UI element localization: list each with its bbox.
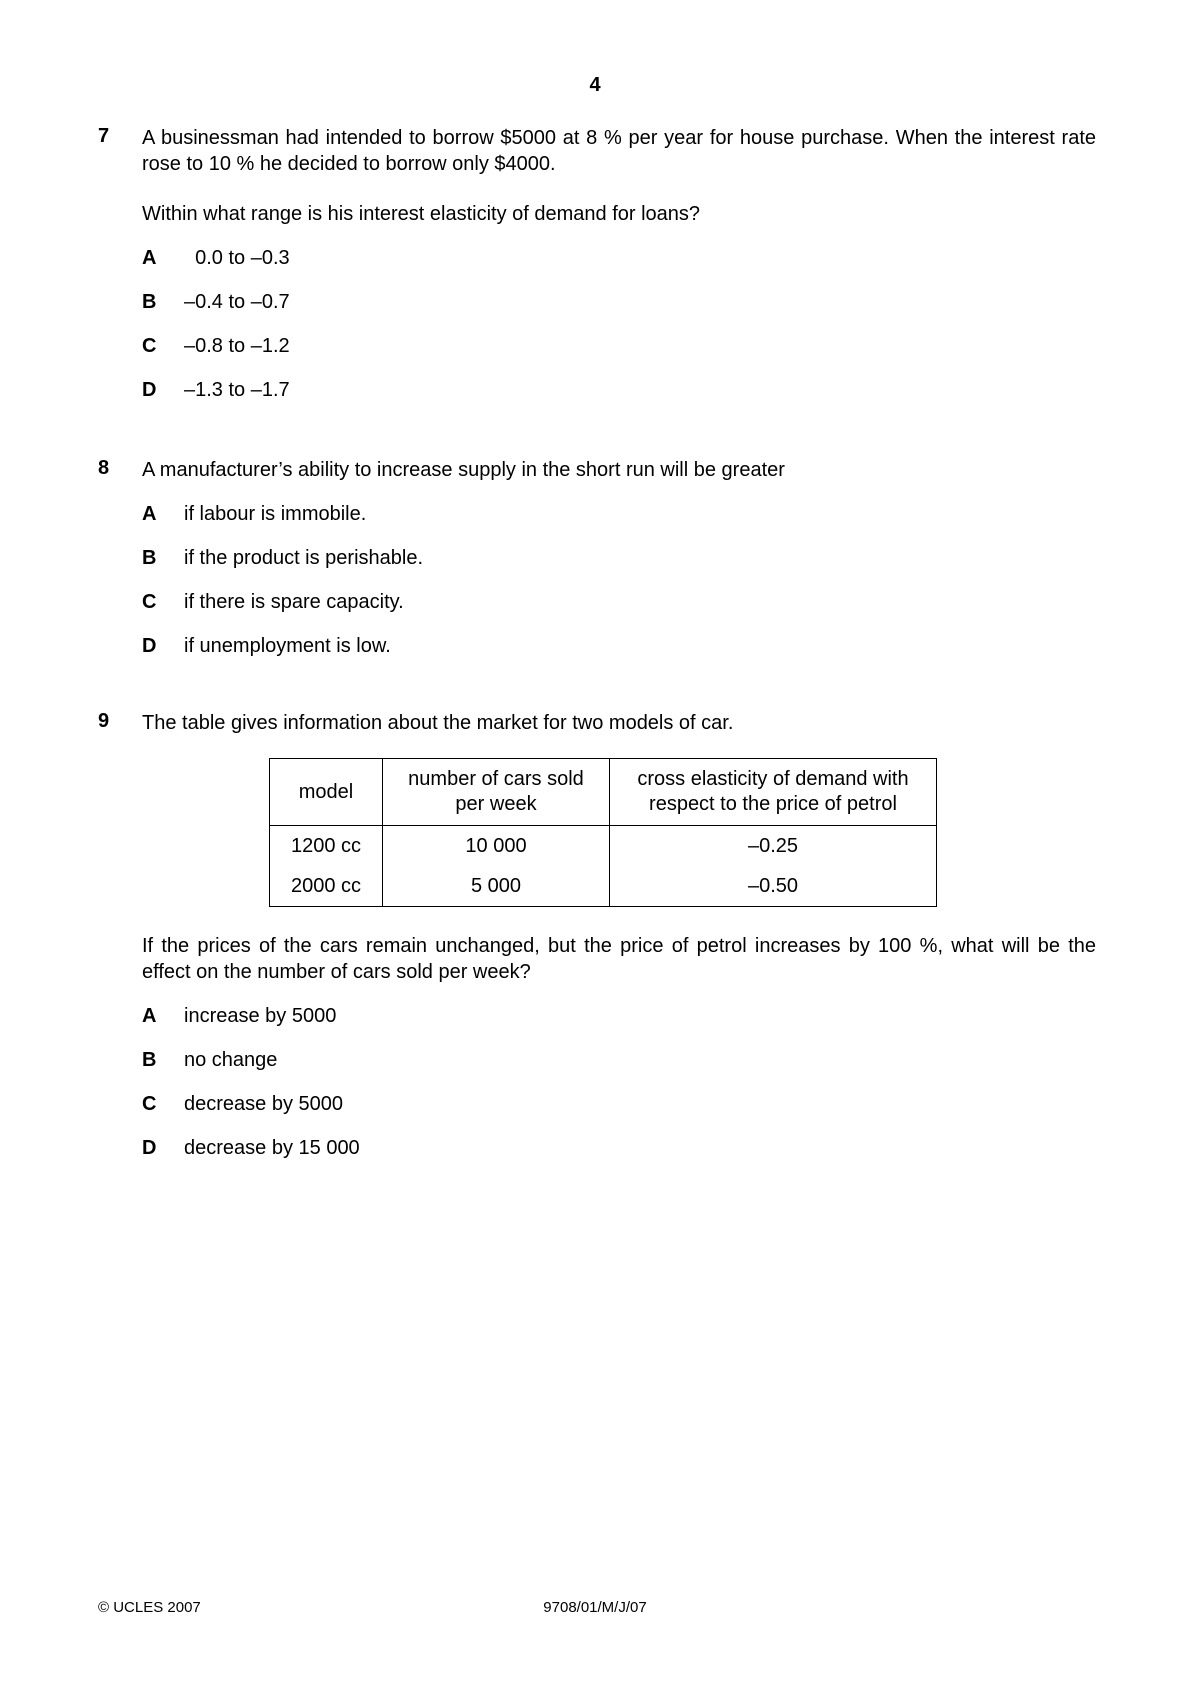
option-letter: B [142, 291, 157, 313]
option-text: 0.0 to –0.3 [184, 247, 290, 269]
option-text: if the product is perishable. [184, 547, 424, 569]
option-c [142, 333, 1096, 357]
table-cell: –0.50 [610, 866, 937, 907]
option-a [142, 501, 1096, 525]
option-letter: C [142, 591, 157, 613]
table-header: cross elasticity of demand with respect to the price of petrol [610, 759, 937, 826]
question-stem: The table gives information about the market for two models of car. [142, 712, 734, 734]
question-prompt: If the prices of the cars remain unchanged, but the price of petrol increases by 100 %, what will be the effect on the number of cars sold per week? [142, 935, 1096, 983]
option-b [142, 1047, 1096, 1071]
option-letter: A [142, 1005, 157, 1027]
question-number: 7 [98, 125, 110, 147]
option-letter: B [142, 547, 157, 569]
option-b [142, 289, 1096, 313]
table-header: number of cars sold per week [383, 759, 610, 826]
table-cell: 5 000 [383, 866, 610, 907]
option-d [142, 1135, 1096, 1159]
table-cell: 1200 cc [270, 826, 383, 867]
option-text: decrease by 5000 [184, 1093, 344, 1115]
table-cell: 2000 cc [270, 866, 383, 907]
question-prompt: Within what range is his interest elasticity of demand for loans? [142, 203, 701, 225]
option-a [142, 245, 1096, 269]
table-cell: –0.25 [610, 826, 937, 867]
table-row [270, 826, 937, 867]
option-letter: C [142, 335, 157, 357]
option-letter: D [142, 379, 157, 401]
option-a [142, 1003, 1096, 1027]
car-market-table [269, 758, 937, 907]
option-text: –0.8 to –1.2 [184, 335, 290, 357]
table-row [270, 866, 937, 907]
question-9 [98, 710, 1096, 1159]
option-text: no change [184, 1049, 278, 1071]
question-stem: A businessman had intended to borrow $5000 at 8 % per year for house purchase. When the interest rate rose to 10 % he decided to borrow only $4000. [142, 127, 1096, 175]
option-text: increase by 5000 [184, 1005, 337, 1027]
question-7 [98, 125, 1096, 401]
question-number: 9 [98, 710, 110, 732]
option-d [142, 633, 1096, 657]
option-letter: A [142, 247, 157, 269]
question-stem: A manufacturer’s ability to increase supply in the short run will be greater [142, 459, 785, 481]
footer-copyright: © UCLES 2007 [98, 1599, 201, 1616]
option-b [142, 545, 1096, 569]
option-letter: A [142, 503, 157, 525]
option-c [142, 1091, 1096, 1115]
option-letter: D [142, 1137, 157, 1159]
question-number: 8 [98, 457, 110, 479]
option-text: if unemployment is low. [184, 635, 391, 657]
table-header-row [270, 759, 937, 826]
footer-paper-code: 9708/01/M/J/07 [543, 1599, 647, 1616]
option-text: decrease by 15 000 [184, 1137, 360, 1159]
option-letter: C [142, 1093, 157, 1115]
question-8 [98, 457, 1096, 657]
option-c [142, 589, 1096, 613]
option-text: –1.3 to –1.7 [184, 379, 290, 401]
option-d [142, 377, 1096, 401]
table-header: model [270, 759, 383, 826]
option-text: –0.4 to –0.7 [184, 291, 290, 313]
page-number: 4 [589, 74, 601, 96]
option-letter: D [142, 635, 157, 657]
option-letter: B [142, 1049, 157, 1071]
option-text: if labour is immobile. [184, 503, 367, 525]
option-text: if there is spare capacity. [184, 591, 404, 613]
table-cell: 10 000 [383, 826, 610, 867]
